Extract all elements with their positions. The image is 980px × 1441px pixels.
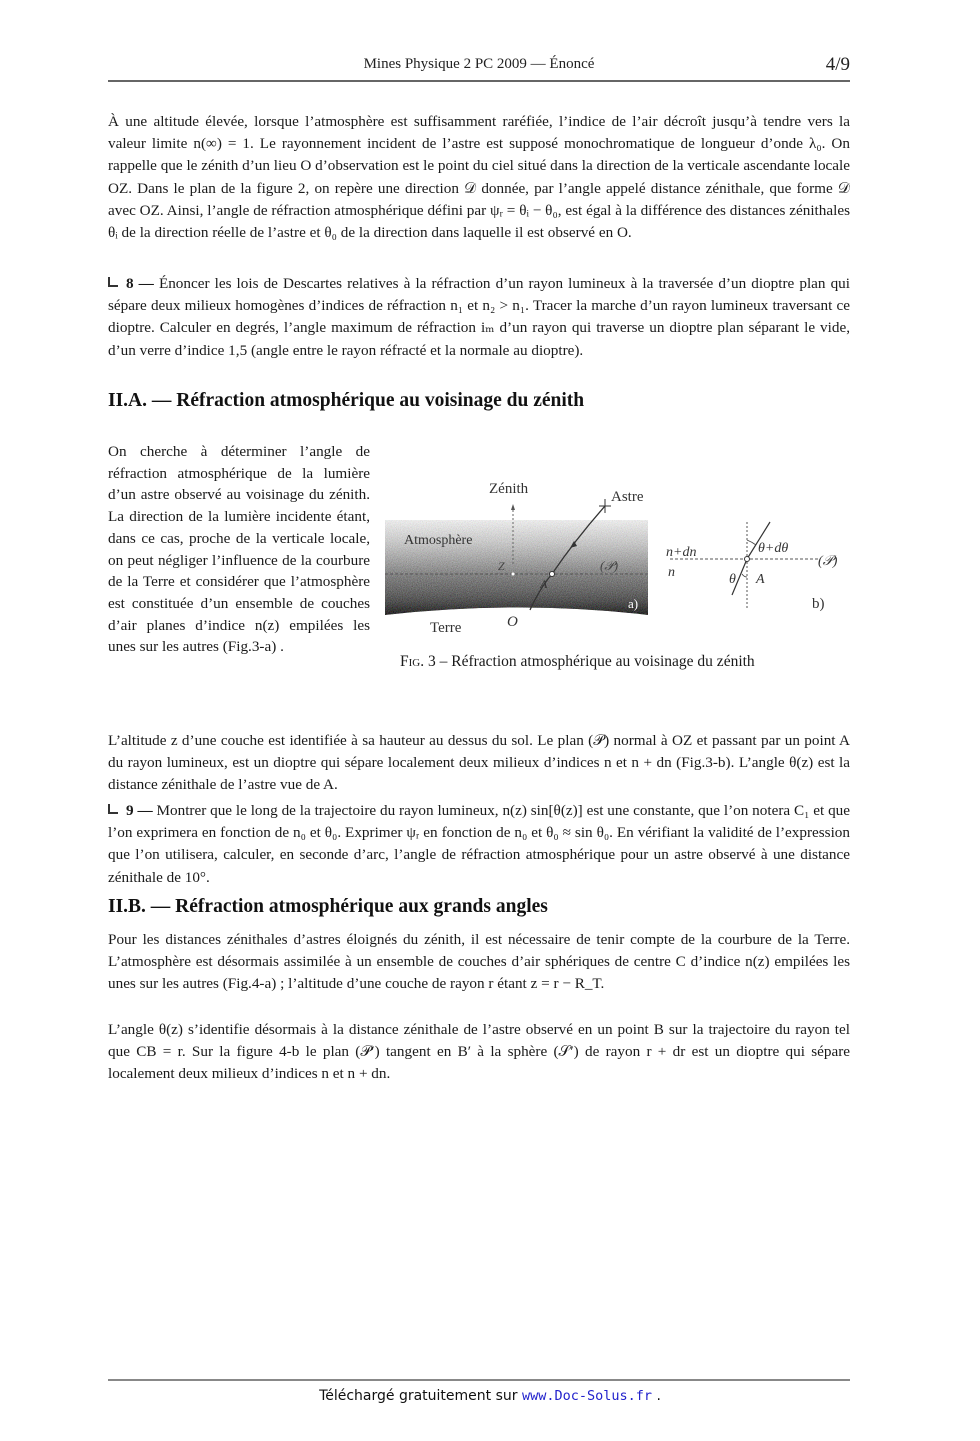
question-9-body bbox=[108, 800, 850, 889]
svg-text:Z: Z bbox=[498, 559, 505, 573]
svg-text:A: A bbox=[756, 572, 765, 587]
figure-caption-text: – Réfraction atmosphérique au voisinage du zénith bbox=[435, 653, 755, 670]
section-IIA-paragraph-2 bbox=[108, 730, 850, 797]
svg-text:Astre: Astre bbox=[611, 489, 644, 505]
question-8-body bbox=[108, 273, 850, 362]
section-IIA-side-paragraph: On cherche à déterminer l’angle de réfraction atmosphérique de la lumière d’un astre observé au voisinage du zénith. La direction de la lumière incidente étant, dans ce cas, proche de la verticale locale, on peut négliger l’influence de la courbure de la Terre et considérer que l’atmosphère est constituée d’un ensemble de couches d’air planes d’indice n(z) empilées les unes sur les autres (Fig.3-a) . bbox=[108, 443, 370, 656]
intro-paragraph bbox=[108, 111, 850, 244]
svg-text:θ+dθ: θ+dθ bbox=[758, 541, 789, 556]
question-8 bbox=[108, 273, 850, 362]
checkbox-icon bbox=[108, 804, 118, 814]
header-divider bbox=[108, 80, 850, 82]
svg-text:a): a) bbox=[628, 596, 639, 611]
svg-text:A: A bbox=[540, 577, 548, 591]
refraction-diagram bbox=[380, 470, 850, 650]
svg-text:n: n bbox=[668, 565, 675, 580]
footer-text: Téléchargé gratuitement sur bbox=[319, 1388, 522, 1404]
svg-text:b): b) bbox=[812, 596, 825, 612]
svg-text:Zénith: Zénith bbox=[489, 481, 529, 497]
document-title: Mines Physique 2 PC 2009 — Énoncé bbox=[363, 56, 595, 72]
section-title-IIA: II.A. — Réfraction atmosphérique au voisinage du zénith bbox=[108, 390, 585, 411]
question-9 bbox=[108, 800, 850, 889]
question-8-text: Énoncer les lois de Descartes relatives à la réfraction d’un rayon lumineux à la traversée d’un dioptre plan qui sépare deux milieux homogènes d’indices de réfraction n₁ et n₂ > n₁. Tracer la marche d’un rayon lumineux traversant ce dioptre. Calculer en degrés, l’angle maximum de réfraction iₘ d’un rayon qui traverse un dioptre plan séparant le vide, d’un verre d’indice 1,5 (angle entre le rayon réfracté et la normale au dioptre). bbox=[108, 275, 850, 359]
figure-3 bbox=[380, 470, 850, 650]
footer-divider bbox=[108, 1379, 850, 1381]
svg-text:O: O bbox=[507, 614, 518, 630]
page-footer bbox=[0, 1388, 980, 1404]
page-number: 4/9 bbox=[825, 54, 850, 75]
section-IIA-paragraph-2-text: L’altitude z d’une couche est identifiée à sa hauteur au dessus du sol. Le plan (𝒫) normal à OZ et passant par un point A du rayon lumineux, est un dioptre qui sépare localement deux milieux d’indices n et n + dn (Fig.3-b). L’angle θ(z) est la distance zénithale de l’astre vue de A. bbox=[108, 732, 850, 794]
section-IIB-paragraph-2 bbox=[108, 1019, 850, 1086]
svg-text:(𝒫): (𝒫) bbox=[818, 554, 838, 569]
page-header bbox=[108, 56, 850, 78]
svg-text:θ: θ bbox=[729, 572, 736, 587]
figure-caption bbox=[400, 653, 755, 671]
svg-text:Terre: Terre bbox=[430, 620, 462, 636]
section-title-IIB: II.B. — Réfraction atmosphérique aux grands angles bbox=[108, 896, 548, 917]
intro-text: À une altitude élevée, lorsque l’atmosphère est suffisamment raréfiée, l’indice de l’air décroît jusqu’à tendre vers la valeur limite n(∞) = 1. Le rayonnement incident de l’astre est supposé monochromatique de longueur d’onde λ₀. On rappelle que le zénith d’un lieu O d’observation est le point du ciel situé dans la direction de la verticale ascendante locale OZ. Dans le plan de la figure 2, on repère une direction 𝒟 donnée, par l’angle appelé distance zénithale, que forme 𝒟 avec OZ. Ainsi, l’angle de réfraction atmosphérique défini par ψᵣ = θᵢ − θ₀, est égal à la différence des distances zénithales θᵢ de la direction réelle de l’astre et θ₀ de la direction dans laquelle il est observé en O. bbox=[108, 113, 850, 242]
section-IIB-paragraph-2-text: L’angle θ(z) s’identifie désormais à la distance zénithale de l’astre observé en un point B sur la trajectoire du rayon tel que CB = r. Sur la figure 4-b le plan (𝒫′) tangent en B′ à la sphère (𝒮′) de rayon r + dr est un dioptre qui sépare localement deux milieux d’indices n et n + dn. bbox=[108, 1021, 850, 1083]
question-8-number: 8 — bbox=[126, 275, 154, 292]
question-9-number: 9 — bbox=[126, 802, 153, 819]
svg-text:Atmosphère: Atmosphère bbox=[404, 533, 473, 548]
svg-text:n+dn: n+dn bbox=[666, 545, 697, 560]
section-IIB-paragraph-1 bbox=[108, 929, 850, 996]
section-IIB-paragraph-1-text: Pour les distances zénithales d’astres éloignés du zénith, il est nécessaire de tenir compte de la courbure de la Terre. L’atmosphère est désormais assimilée à un ensemble de couches d’air sphériques de centre C d’indice n(z) empilées les unes sur les autres (Fig.4-a) ; l’altitude d’une couche de rayon r étant z = r − R_T. bbox=[108, 931, 850, 993]
question-9-text: Montrer que le long de la trajectoire du rayon lumineux, n(z) sin[θ(z)] est une constante, que l’on notera C₁ et que l’on exprimera en fonction de n₀ et θ₀. Exprimer ψᵣ en fonction de n₀ et θ₀ ≈ sin θ₀. En vérifiant la validité de l’expression que l’on utilisera, calculer, en seconde d’arc, l’angle de réfraction atmosphérique pour un astre observé à une distance zénithale de 10°. bbox=[108, 802, 851, 886]
checkbox-icon bbox=[108, 277, 118, 287]
footer-end: . bbox=[652, 1388, 661, 1404]
doc-solus-link[interactable]: www.Doc-Solus.fr bbox=[521, 1388, 653, 1404]
figure-label: Fig. 3 bbox=[400, 653, 436, 670]
svg-text:(𝒫): (𝒫) bbox=[600, 558, 619, 573]
